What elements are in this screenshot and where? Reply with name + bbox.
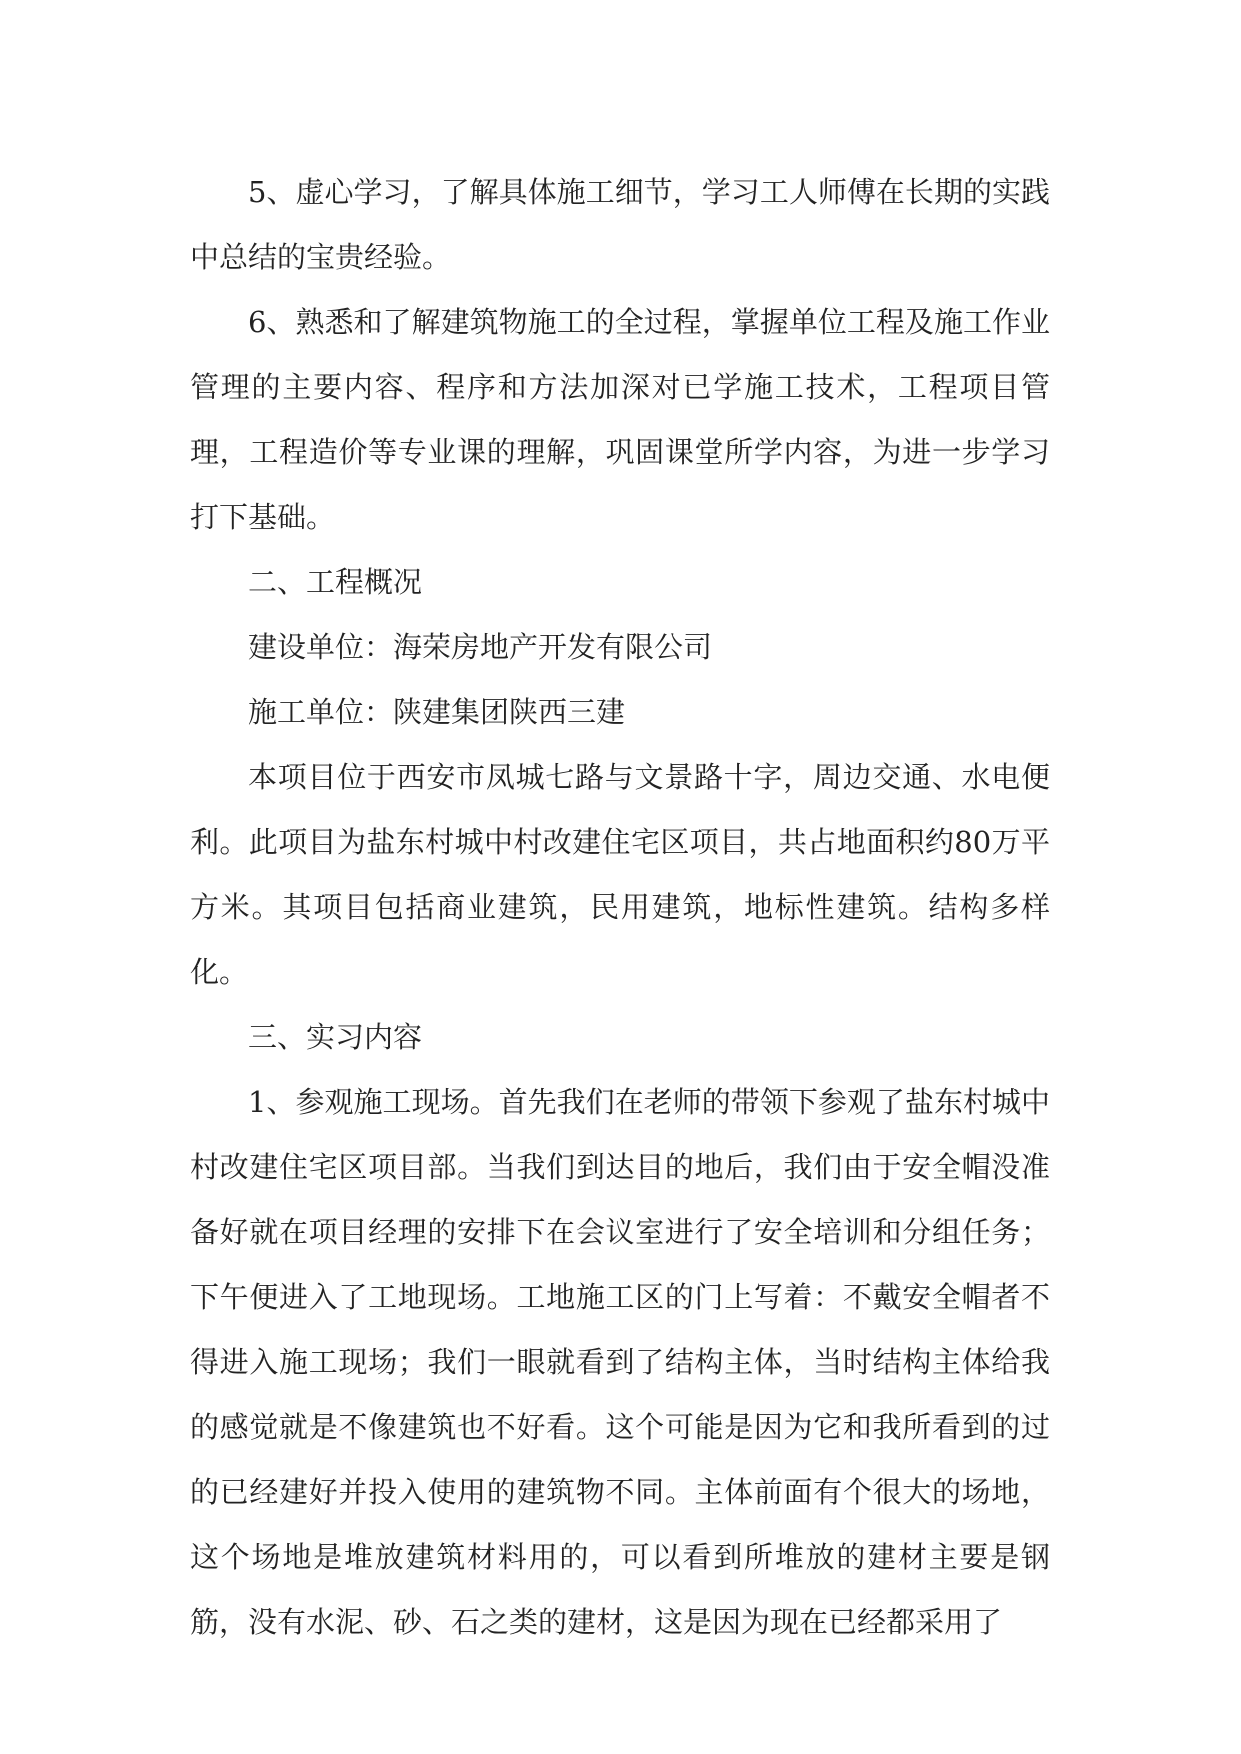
section-heading-internship-content: 三、实习内容 [248, 1020, 423, 1054]
contractor-line: 施工单位：陕建集团陕西三建 [248, 695, 626, 729]
paragraph-item-5: 5、虚心学习，了解具体施工细节，学习工人师傅在长期的实践中总结的宝贵经验。 [190, 175, 1050, 274]
construction-owner-line: 建设单位：海荣房地产开发有限公司 [248, 630, 713, 664]
document-body [190, 160, 1050, 1655]
project-description-paragraph: 本项目位于西安市凤城七路与文景路十字，周边交通、水电便利。此项目为盐东村城中村改建住宅区项目，共占地面积约80万平方米。其项目包括商业建筑，民用建筑，地标性建筑。结构多样化。 [190, 760, 1050, 989]
section-heading-project-overview: 二、工程概况 [248, 565, 423, 599]
site-visit-paragraph: 1、参观施工现场。首先我们在老师的带领下参观了盐东村城中村改建住宅区项目部。当我们到达目的地后，我们由于安全帽没准备好就在项目经理的安排下在会议室进行了安全培训和分组任务；下午便进入了工地现场。工地施工区的门上写着：不戴安全帽者不得进入施工现场；我们一眼就看到了结构主体，当时结构主体给我的感觉就是不像建筑也不好看。这个可能是因为它和我所看到的过的已经建好并投入使用的建筑物不同。主体前面有个很大的场地，这个场地是堆放建筑材料用的，可以看到所堆放的建材主要是钢筋，没有水泥、砂、石之类的建材，这是因为现在已经都采用了 [190, 1085, 1050, 1639]
paragraph-item-6: 6、熟悉和了解建筑物施工的全过程，掌握单位工程及施工作业管理的主要内容、程序和方法加深对已学施工技术，工程项目管理，工程造价等专业课的理解，巩固课堂所学内容，为进一步学习打下基础。 [190, 305, 1050, 534]
